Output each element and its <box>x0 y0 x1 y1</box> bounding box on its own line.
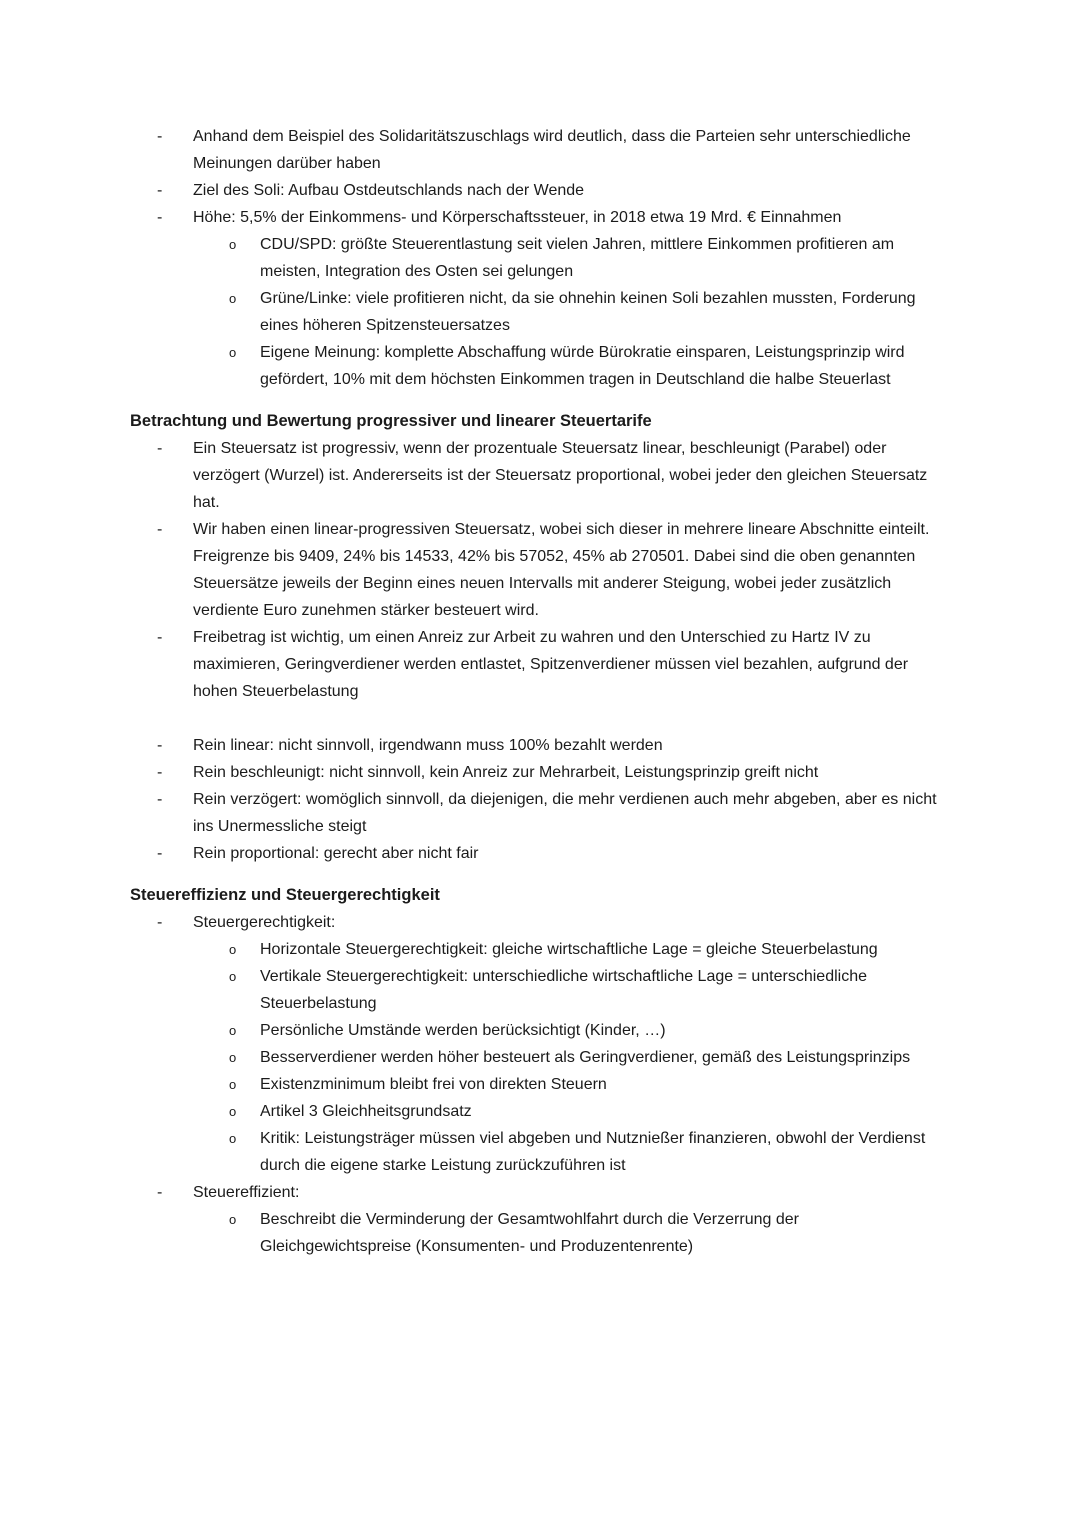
circle-bullet-icon: o <box>229 291 237 306</box>
bullet-text: Vertikale Steuergerechtigkeit: unterschiedliche wirtschaftliche Lage = unterschiedliche Steuerbelastung <box>260 968 868 1012</box>
dash-bullet-icon: - <box>157 629 163 646</box>
bullet-item <box>130 231 945 285</box>
blank-line <box>130 705 945 732</box>
bullet-item <box>130 1206 945 1260</box>
bullet-item <box>130 1179 945 1206</box>
bullet-item <box>130 624 945 705</box>
bullet-text: Rein beschleunigt: nicht sinnvoll, kein Anreiz zur Mehrarbeit, Leistungsprinzip greift nicht <box>193 764 819 781</box>
bullet-item <box>130 1044 945 1071</box>
circle-bullet-icon: o <box>229 1050 237 1065</box>
bullet-text: Eigene Meinung: komplette Abschaffung würde Bürokratie einsparen, Leistungsprinzip wird gefördert, 10% mit dem höchsten Einkommen tragen in Deutschland die halbe Steuerlast <box>260 344 905 388</box>
circle-bullet-icon: o <box>229 1212 237 1227</box>
bullet-text: Existenzminimum bleibt frei von direkten Steuern <box>260 1076 607 1093</box>
circle-bullet-icon: o <box>229 1077 237 1092</box>
bullet-text: Grüne/Linke: viele profitieren nicht, da sie ohnehin keinen Soli bezahlen mussten, Forderung eines höheren Spitzensteuersatzes <box>260 290 916 334</box>
bullet-text: Freibetrag ist wichtig, um einen Anreiz zur Arbeit zu wahren und den Unterschied zu Hartz IV zu maximieren, Geringverdiener werden entlastet, Spitzenverdiener müssen viel bezahlen, aufgrund der hohen Steuerbelastung <box>193 629 909 700</box>
bullet-item <box>130 840 945 867</box>
dash-bullet-icon: - <box>157 440 163 457</box>
bullet-item <box>130 963 945 1017</box>
bullet-text: Ziel des Soli: Aufbau Ostdeutschlands nach der Wende <box>193 182 585 199</box>
dash-bullet-icon: - <box>157 209 163 226</box>
circle-bullet-icon: o <box>229 345 237 360</box>
bullet-text: Steuereffizient: <box>193 1184 300 1201</box>
circle-bullet-icon: o <box>229 1104 237 1119</box>
section-heading: Steuereffizienz und Steuergerechtigkeit <box>130 886 440 904</box>
dash-bullet-icon: - <box>157 791 163 808</box>
bullet-item <box>130 759 945 786</box>
bullet-text: CDU/SPD: größte Steuerentlastung seit vielen Jahren, mittlere Einkommen profitieren am meisten, Integration des Osten sei gelungen <box>260 236 895 280</box>
steuertarife-section <box>130 408 945 867</box>
bullet-item <box>130 177 945 204</box>
dash-bullet-icon: - <box>157 521 163 538</box>
bullet-item <box>130 732 945 759</box>
bullet-item <box>130 1098 945 1125</box>
bullet-item <box>130 1071 945 1098</box>
bullet-text: Rein proportional: gerecht aber nicht fair <box>193 845 479 862</box>
bullet-item <box>130 1125 945 1179</box>
circle-bullet-icon: o <box>229 969 237 984</box>
bullet-text: Rein linear: nicht sinnvoll, irgendwann muss 100% bezahlt werden <box>193 737 663 754</box>
bullet-item <box>130 285 945 339</box>
bullet-item <box>130 123 945 177</box>
dash-bullet-icon: - <box>157 764 163 781</box>
dash-bullet-icon: - <box>157 845 163 862</box>
circle-bullet-icon: o <box>229 1131 237 1146</box>
bullet-item <box>130 909 945 936</box>
dash-bullet-icon: - <box>157 737 163 754</box>
document-content <box>130 123 945 1260</box>
bullet-text: Höhe: 5,5% der Einkommens- und Körperschaftssteuer, in 2018 etwa 19 Mrd. € Einnahmen <box>193 209 842 226</box>
dash-bullet-icon: - <box>157 128 163 145</box>
bullet-item <box>130 204 945 231</box>
bullet-text: Rein verzögert: womöglich sinnvoll, da diejenigen, die mehr verdienen auch mehr abgeben, aber es nicht ins Unermessliche steigt <box>193 791 937 835</box>
circle-bullet-icon: o <box>229 1023 237 1038</box>
bullet-item <box>130 936 945 963</box>
circle-bullet-icon: o <box>229 942 237 957</box>
bullet-text: Wir haben einen linear-progressiven Steuersatz, wobei sich dieser in mehrere lineare Abschnitte einteilt. Freigrenze bis 9409, 24% bis 14533, 42% bis 57052, 45% ab 270501. Dabei sind die oben genannten Steuersätze jeweils der Beginn eines neuen Intervalls mit anderer Steigung, wobei jeder zusätzlich verdiente Euro zunehmen stärker besteuert wird. <box>193 521 930 619</box>
bullet-item <box>130 1017 945 1044</box>
bullet-text: Artikel 3 Gleichheitsgrundsatz <box>260 1103 472 1120</box>
bullet-text: Horizontale Steuergerechtigkeit: gleiche wirtschaftliche Lage = gleiche Steuerbelastung <box>260 941 878 958</box>
bullet-text: Anhand dem Beispiel des Solidaritätszuschlags wird deutlich, dass die Parteien sehr unterschiedliche Meinungen darüber haben <box>193 128 911 172</box>
bullet-text: Steuergerechtigkeit: <box>193 914 336 931</box>
bullet-text: Besserverdiener werden höher besteuert als Geringverdiener, gemäß des Leistungsprinzips <box>260 1049 911 1066</box>
dash-bullet-icon: - <box>157 914 163 931</box>
dash-bullet-icon: - <box>157 1184 163 1201</box>
bullet-text: Kritik: Leistungsträger müssen viel abgeben und Nutznießer finanzieren, obwohl der Verdienst durch die eigene starke Leistung zurückzuführen ist <box>260 1130 926 1174</box>
section-heading: Betrachtung und Bewertung progressiver und linearer Steuertarife <box>130 412 652 430</box>
circle-bullet-icon: o <box>229 237 237 252</box>
bullet-item <box>130 435 945 516</box>
bullet-text: Beschreibt die Verminderung der Gesamtwohlfahrt durch die Verzerrung der Gleichgewichtspreise (Konsumenten- und Produzentenrente) <box>260 1211 799 1255</box>
soli-section <box>130 123 945 393</box>
dash-bullet-icon: - <box>157 182 163 199</box>
bullet-text: Persönliche Umstände werden berücksichtigt (Kinder, …) <box>260 1022 666 1039</box>
steuereffizienz-section <box>130 882 945 1260</box>
bullet-item <box>130 339 945 393</box>
bullet-text: Ein Steuersatz ist progressiv, wenn der prozentuale Steuersatz linear, beschleunigt (Parabel) oder verzögert (Wurzel) ist. Andererseits ist der Steuersatz proportional, wobei jeder den gleichen Steuersatz hat. <box>193 440 928 511</box>
bullet-item <box>130 786 945 840</box>
bullet-item <box>130 516 945 624</box>
